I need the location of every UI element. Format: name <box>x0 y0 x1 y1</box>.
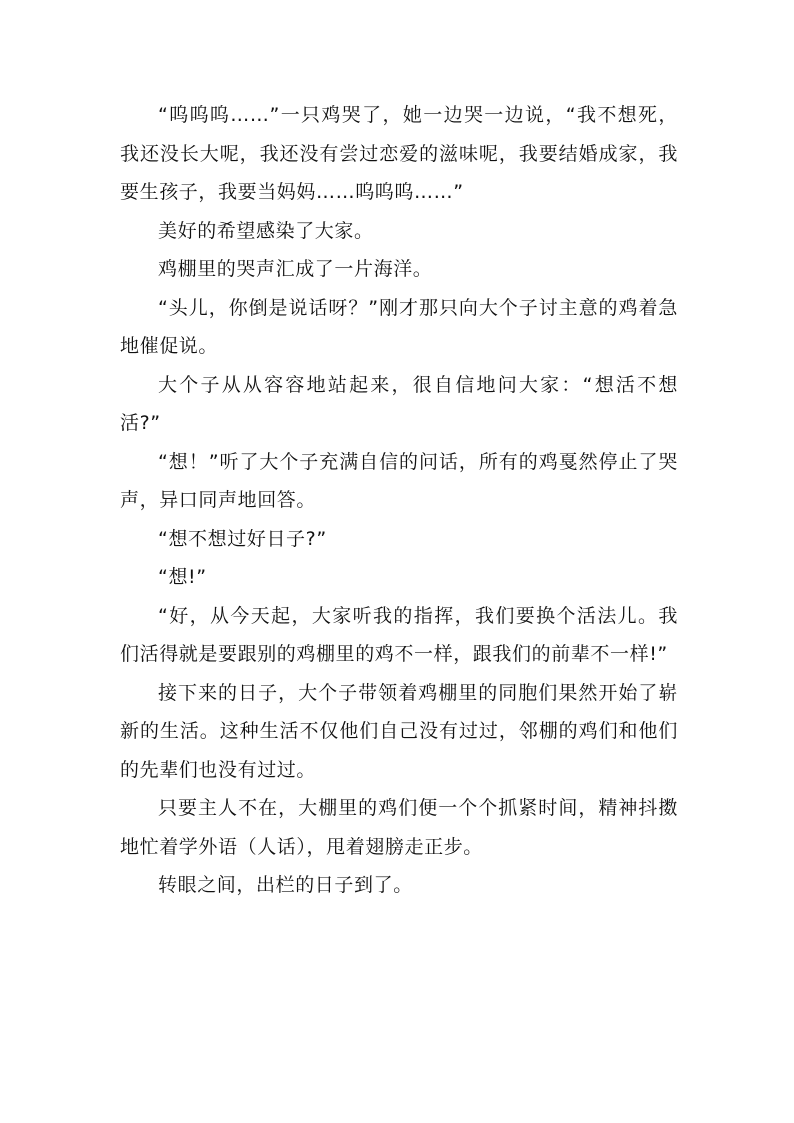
paragraph-10: 接下来的日子，大个子带领着鸡棚里的同胞们果然开始了崭新的生活。这种生活不仅他们自己没有过过，邻棚的鸡们和他们的先辈们也没有过过。 <box>120 681 678 781</box>
story-body <box>120 96 678 905</box>
paragraph-8: “想!” <box>158 566 207 588</box>
paragraph-1: “呜呜呜……”一只鸡哭了，她一边哭一边说，“我不想死，我还没长大呢，我还没有尝过恋爱的滋味呢，我要结婚成家，我要生孩子，我要当妈妈……呜呜呜……” <box>120 104 678 203</box>
paragraph-12: 转眼之间，出栏的日子到了。 <box>158 874 413 896</box>
paragraph-6: “想！”听了大个子充满自信的问话，所有的鸡戛然停止了哭声，异口同声地回答。 <box>120 450 678 511</box>
paragraph-5: 大个子从从容容地站起来，很自信地问大家：“想活不想活?” <box>120 373 678 434</box>
paragraph-9: “好，从今天起，大家听我的指挥，我们要换个活法儿。我们活得就是要跟别的鸡棚里的鸡不一样，跟我们的前辈不一样!” <box>120 604 678 665</box>
paragraph-7: “想不想过好日子?” <box>158 527 327 550</box>
paragraph-4: “头儿，你倒是说话呀？”刚才那只向大个子讨主意的鸡着急地催促说。 <box>120 296 678 357</box>
paragraph-2: 美好的希望感染了大家。 <box>158 219 374 242</box>
paragraph-3: 鸡棚里的哭声汇成了一片海洋。 <box>158 258 433 280</box>
paragraph-11: 只要主人不在，大棚里的鸡们便一个个抓紧时间，精神抖擞地忙着学外语（人话），甩着翅膀走正步。 <box>120 797 678 858</box>
